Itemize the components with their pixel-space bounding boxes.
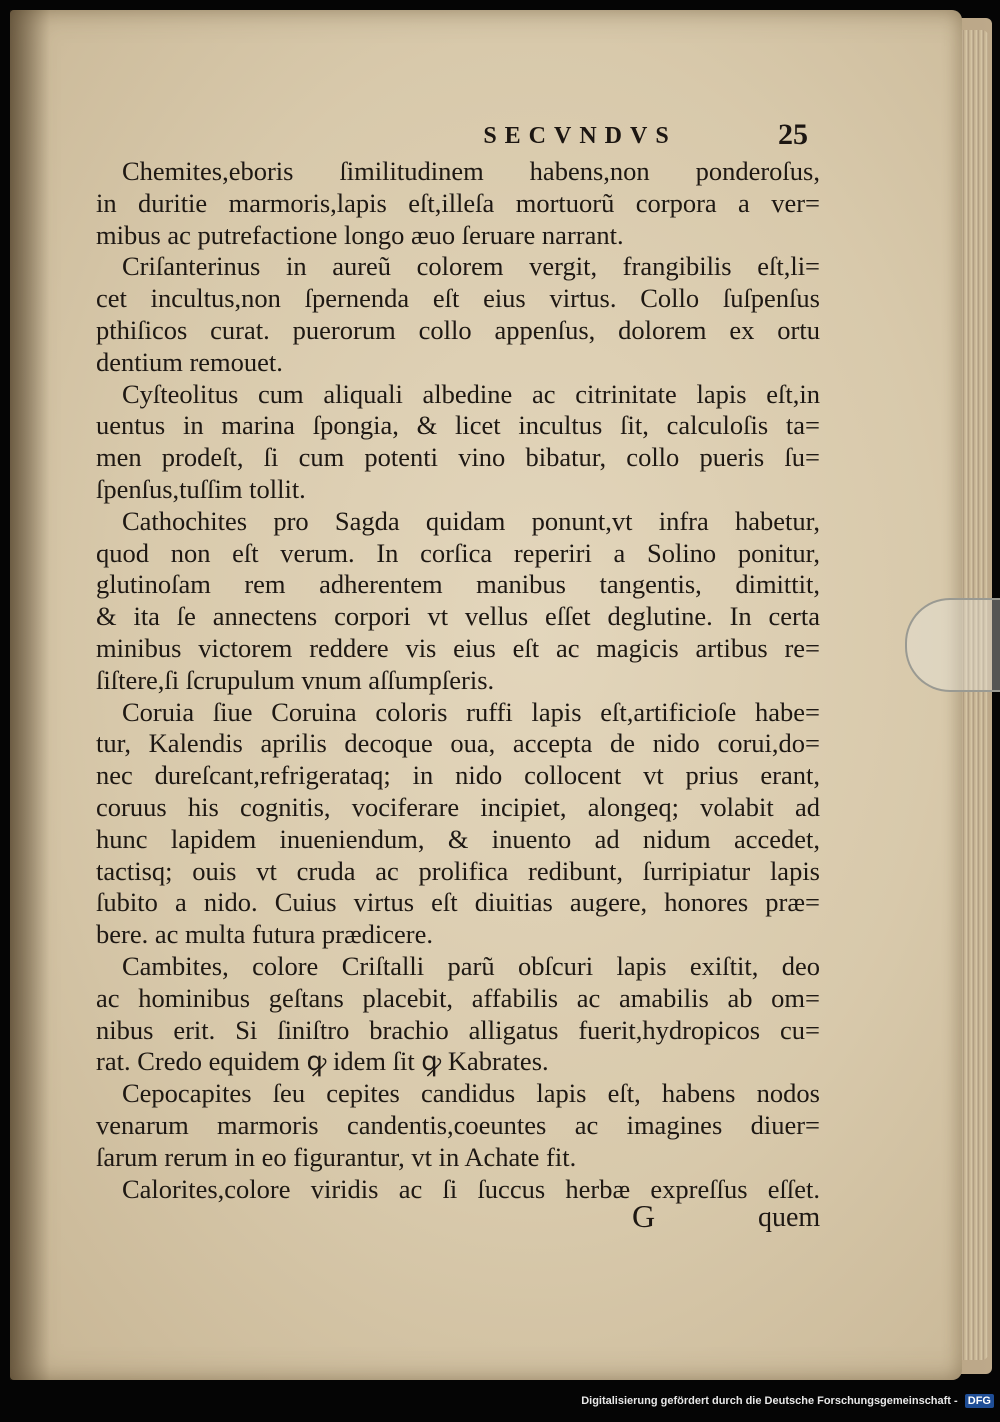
- running-head: [0, 123, 1000, 150]
- gutter-shadow: [10, 10, 50, 1380]
- text-line: Cyſteolitus cum aliquali albedine ac citrinitate lapis eſt,in: [122, 378, 820, 409]
- text-line: uentus in marina ſpongia, & licet incultus ſit, calculoſis ta=: [96, 410, 820, 441]
- text-line: ſpenſus,tuſſim tollit.: [96, 473, 306, 504]
- text-line: ſiſtere,ſi ſcrupulum vnum aſſumpſeris.: [96, 664, 495, 695]
- text-line: quod non eſt verum. In corſica reperiri a Solino ponitur,: [96, 537, 820, 568]
- text-line: Chemites,eboris ſimilitudinem habens,non ponderoſus,: [122, 156, 820, 186]
- catchword: quem: [758, 1202, 821, 1233]
- text-line: mibus ac putrefactione longo æuo ſeruare narrant.: [96, 219, 624, 250]
- text-line: & ita ſe annectens corpori vt vellus eſſet deglutine. In certa: [96, 601, 820, 632]
- text-line: Cathochites pro Sagda quidam ponunt,vt infra habetur,: [122, 505, 820, 536]
- page-number: 25: [778, 118, 808, 151]
- footer-credit-text: Digitalisierung gefördert durch die Deutsche Forschungsgemeinschaft -: [581, 1395, 958, 1407]
- text-line: dentium remouet.: [96, 346, 283, 377]
- text-line: coruus his cognitis, vociferare incipiet, alongeq; volabit ad: [96, 791, 820, 822]
- text-line: nibus erit. Si ſiniſtro brachio alligatus fuerit,hydropicos cu=: [96, 1014, 820, 1045]
- text-line: ſarum rerum in eo figurantur, vt in Achate fit.: [96, 1141, 577, 1172]
- running-title: SECVNDVS: [483, 123, 677, 149]
- footer-credit: [0, 1390, 994, 1412]
- text-line: hunc lapidem inueniendum, & inuento ad nidum accedet,: [96, 823, 820, 854]
- text-line: Cepocapites ſeu cepites candidus lapis eſt, habens nodos: [122, 1078, 820, 1109]
- text-line: Cambites, colore Criſtalli parũ obſcuri lapis exiſtit, deo: [122, 950, 820, 981]
- text-line: cet incultus,non ſpernenda eſt eius virtus. Collo ſuſpenſus: [96, 283, 820, 314]
- text-line: ſubito a nido. Cuius virtus eſt diuitias augere, honores præ=: [96, 887, 820, 918]
- text-line: in duritie marmoris,lapis eſt,illeſa mortuorũ corpora a ver=: [96, 187, 820, 218]
- text-line: minibus victorem reddere vis eius eſt ac magicis artibus re=: [96, 632, 820, 663]
- text-block: [96, 156, 820, 1205]
- text-line: ac hominibus geſtans placebit, affabilis ac amabilis ab om=: [96, 982, 820, 1013]
- dfg-logo: DFG: [965, 1394, 994, 1408]
- text-line: nec dureſcant,refrigerataq; in nido collocent vt prius erant,: [96, 760, 820, 791]
- signature-mark: G: [632, 1198, 656, 1234]
- text-line: rat. Credo equidem ꝙ idem ſit ꝙ Kabrates.: [96, 1046, 549, 1077]
- text-line: bere. ac multa futura prædicere.: [96, 919, 433, 950]
- text-line: glutinoſam rem adherentem manibus tangentis, dimittit,: [96, 569, 820, 600]
- text-line: tactisq; ouis vt cruda ac prolifica redibunt, ſurripiatur lapis: [96, 855, 820, 886]
- text-line: Calorites,colore viridis ac ſi ſuccus herbæ expreſſus eſſet.: [122, 1173, 820, 1204]
- text-line: Coruia ſiue Coruina coloris ruffi lapis eſt,artificioſe habe=: [122, 696, 820, 727]
- bookmark-ribbon: [905, 598, 1000, 692]
- text-line: pthiſicos curat. puerorum collo appenſus, dolorem ex ortu: [96, 314, 820, 345]
- text-line: venarum marmoris candentis,coeuntes ac imagines diuer=: [96, 1109, 820, 1140]
- text-line: Criſanterinus in aureũ colorem vergit, frangibilis eſt,li=: [122, 251, 820, 282]
- text-line: tur, Kalendis aprilis decoque oua, accepta de nido corui,do=: [96, 728, 820, 759]
- text-line: men prodeſt, ſi cum potenti vino bibatur, collo pueris ſu=: [96, 442, 820, 473]
